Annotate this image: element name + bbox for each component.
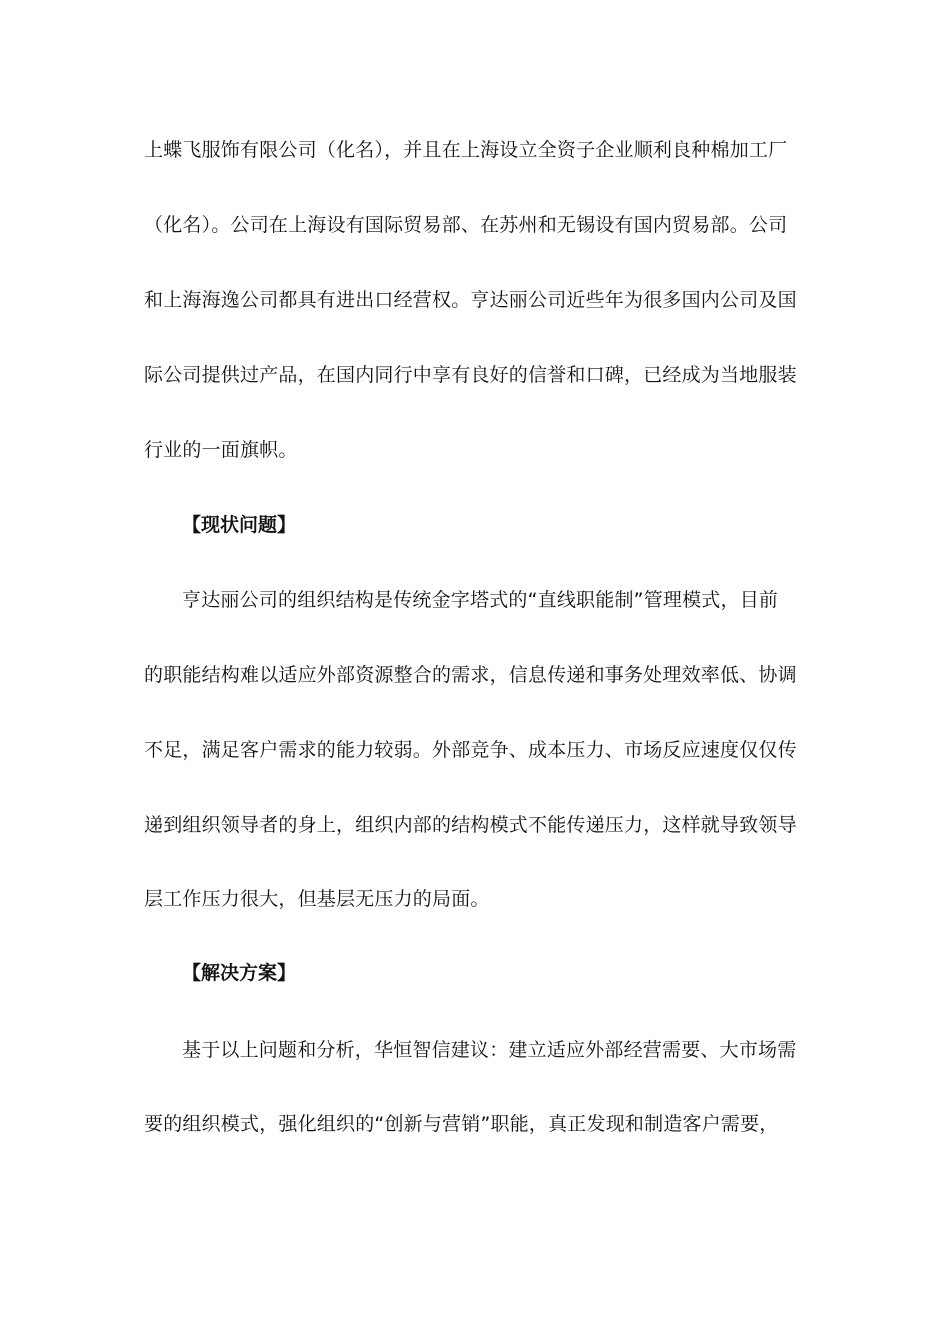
paragraph-line: 不足，满足客户需求的能力较弱。外部竞争、成本压力、市场反应速度仅仅传 xyxy=(144,739,797,761)
paragraph-line: 上蝶飞服饰有限公司（化名），并且在上海设立全资子企业顺利良种棉加工厂 xyxy=(144,139,788,161)
paragraph-line: 基于以上问题和分析，华恒智信建议：建立适应外部经营需要、大市场需 xyxy=(182,1039,797,1061)
paragraph-line: （化名）。公司在上海设有国际贸易部、在苏州和无锡设有国内贸易部。公司 xyxy=(144,214,788,236)
paragraph-line: 要的组织模式，强化组织的“创新与营销”职能，真正发现和制造客户需要， xyxy=(144,1113,779,1135)
paragraph-line: 递到组织领导者的身上，组织内部的结构模式不能传递压力，这样就导致领导 xyxy=(144,814,797,836)
paragraph-line: 际公司提供过产品，在国内同行中享有良好的信誉和口碑，已经成为当地服装 xyxy=(144,364,797,386)
paragraph-line: 亨达丽公司的组织结构是传统金字塔式的“直线职能制”管理模式，目前 xyxy=(182,589,779,611)
paragraph-line: 的职能结构难以适应外部资源整合的需求，信息传递和事务处理效率低、协调 xyxy=(144,664,797,686)
section-heading-solution: 【解决方案】 xyxy=(182,962,297,984)
paragraph-line: 行业的一面旗帜。 xyxy=(144,439,298,461)
paragraph-line: 层工作压力很大，但基层无压力的局面。 xyxy=(144,888,490,910)
section-heading-problem: 【现状问题】 xyxy=(182,514,297,536)
paragraph-line: 和上海海逸公司都具有进出口经营权。亨达丽公司近些年为很多国内公司及国 xyxy=(144,289,797,311)
